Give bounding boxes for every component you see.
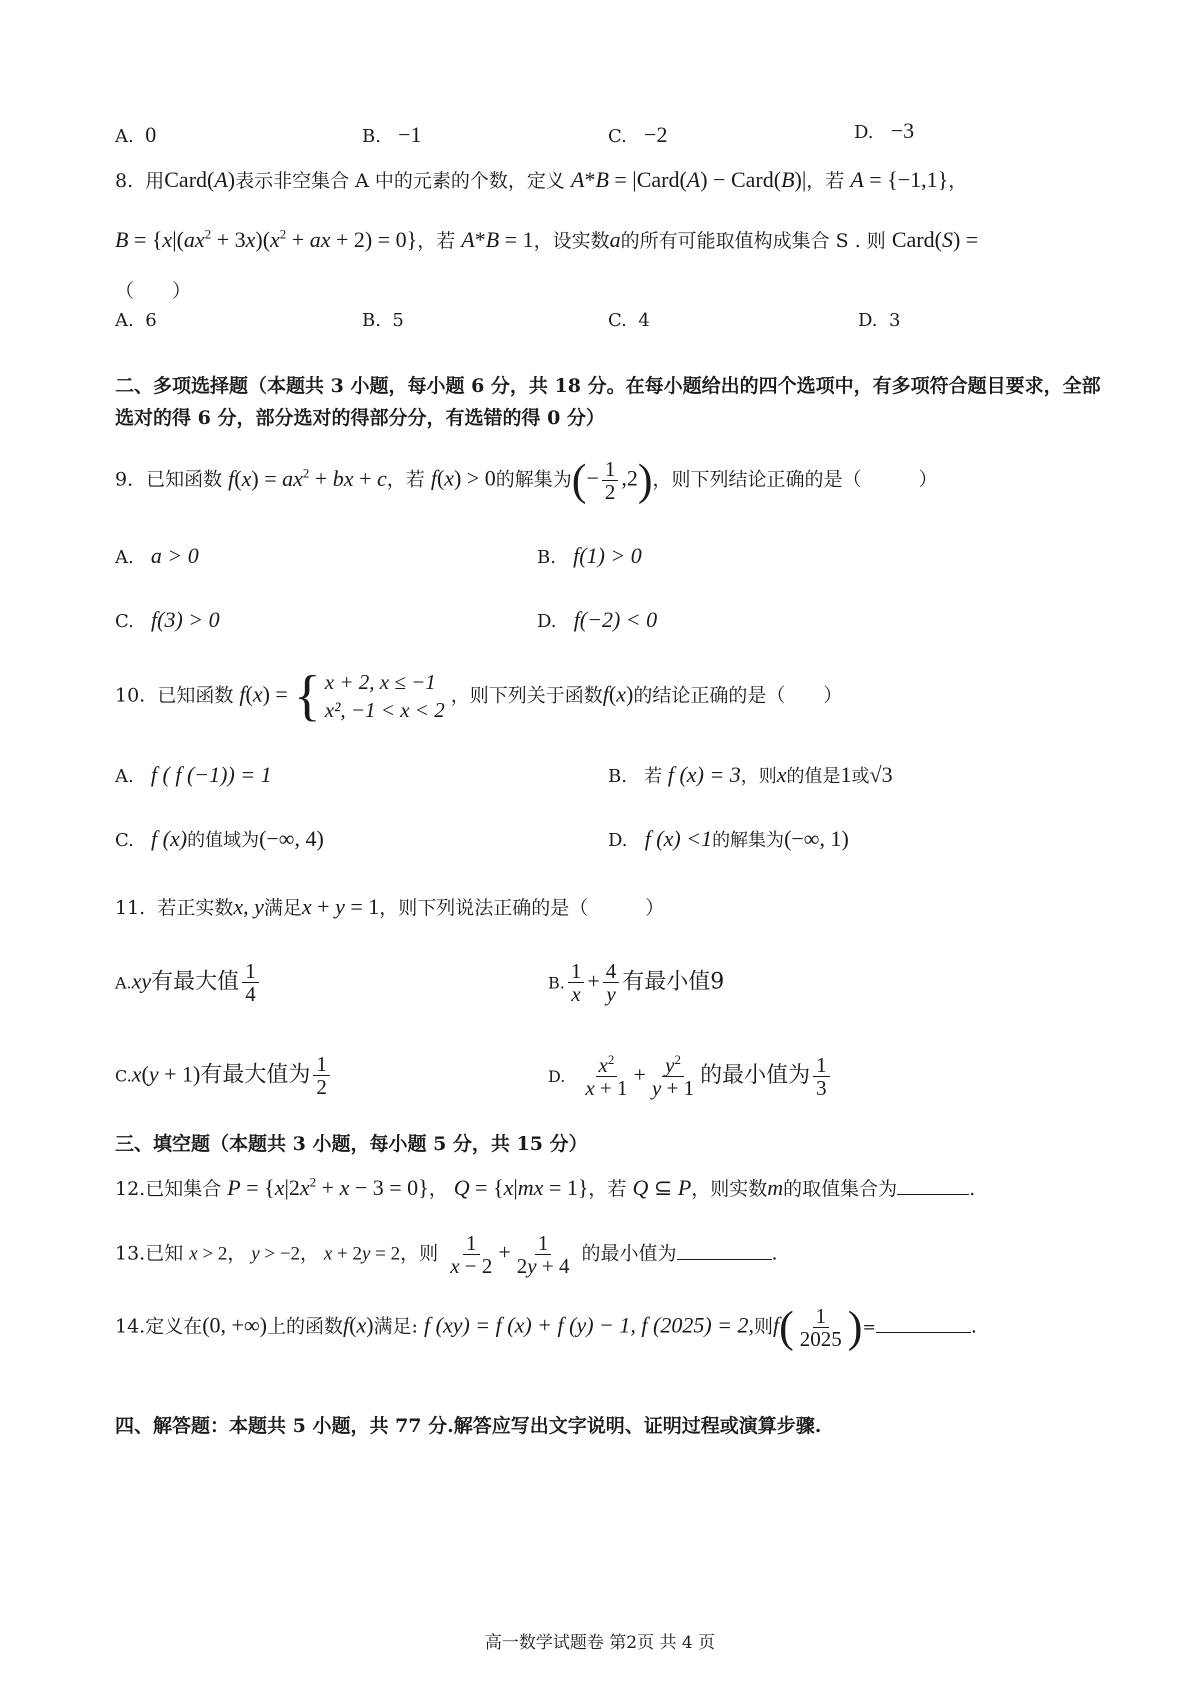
q10-case1: x + 2, x ≤ −1 [324, 670, 436, 694]
q8-line2: $B = \{x|(ax^2 + 3x)(x^2$ + ax + 2) = 0}，若 A*B = 1，设实数a的所有可能取值构成集合 S . 则 Card(S) = [115, 226, 979, 252]
q11-option-d: D. $\frac{x^2}{x + 1}$ + $\frac{y^2}{y + 1}$ 的最小值为 $\frac{1}{3}$ [548, 1053, 833, 1099]
q11-option-b: B. $\frac{1}{x}$ + $\frac{4}{y}$ 有最小值9 [548, 959, 725, 1007]
q8-option-d: D. 3 [858, 310, 901, 331]
q11-option-a: A.xy有最大值 $\frac{1}{4}$ [115, 960, 262, 1005]
section-3-heading: 三、填空题（本题共 3 小题，每小题 5 分，共 15 分） [115, 1133, 588, 1155]
q7-option-a: A. 0 [115, 122, 157, 147]
section-4-heading: 四、解答题：本题共 5 小题，共 77 分.解答应写出文字说明、证明过程或演算步骤. [115, 1415, 822, 1437]
q9-option-b: B. f(1) > 0 [537, 543, 642, 568]
q12-stem: 12.已知集合 $P = \{x|2x^2 + x - 3 = 0\}$， Q = {x|mx = 1}，若 Q ⊆ P，则实数m的取值集合为 . [115, 1174, 976, 1200]
q13-answer-blank [677, 1241, 772, 1260]
q7-option-d: D. −3 [854, 118, 915, 143]
q7-option-b: B. −1 [362, 122, 422, 147]
page-footer: 高一数学试题卷 第2页 共 4 页 [484, 1633, 716, 1653]
q10-option-a: A. f ( f (−1)) = 1 [115, 762, 272, 787]
q8-paren: （ ） [115, 280, 192, 302]
q10-option-b: B. 若 f (x) = 3，则x的值是1或√3 [608, 762, 893, 787]
q14-stem: 14.定义在(0, +∞)上的函数f(x)满足: f (xy) = f (x) + f (y) − 1, f (2025) = 2,则f( $\frac{1}{2025}$ )= . [115, 1302, 977, 1352]
q8-option-b: B. 5 [362, 310, 404, 331]
q11-stem: 11. 若正实数x, y满足x + y = 1，则下列说法正确的是（ ） [115, 894, 665, 919]
q9-stem: 9．已知函数 $f(x) = ax^2$ + bx + c，若 f(x) > 0的解集为(− $\frac{1}{2}$ ,2)，则下列结论正确的是（ ） [115, 455, 938, 505]
q9-option-a: A. a > 0 [115, 543, 199, 568]
q8-option-a: A. 6 [115, 310, 157, 331]
q10-case2: x², −1 < x < 2 [324, 698, 445, 723]
q11-option-c: C.x(y + 1)有最大值为 $\frac{1}{2}$ [115, 1053, 333, 1098]
q10-stem: 10. 已知函数 f(x) = { x + 2, x ≤ −1 x², −1 < x < 2 ，则下列关于函数f(x)的结论正确的是（ ） [115, 665, 843, 728]
q10-option-c: C. f (x)的值域为(−∞, 4) [115, 826, 324, 851]
q9-option-c: C. f(3) > 0 [115, 607, 220, 632]
q9-option-d: D. f(−2) < 0 [537, 607, 658, 632]
q8-option-c: C. 4 [608, 310, 650, 331]
q13-stem: 13.已知 x > 2， y > −2， x + 2y = 2，则 $\frac{1}{x - 2}$ + $\frac{1}{2y + 4}$ 的最小值为 . [115, 1231, 778, 1279]
q14-answer-blank [876, 1314, 971, 1333]
q8-line1: 8. 用Card(A)表示非空集合 A 中的元素的个数，定义 A*B = |Card(A) − Card(B)|，若 A = {−1,1}， [115, 167, 968, 192]
q12-answer-blank [897, 1176, 969, 1195]
section-2-heading: 二、多项选择题（本题共 3 小题，每小题 6 分，共 18 分。在每小题给出的四个选项中，有多项符合题目要求，全部选对的得 6 分，部分选对的得部分分，有选错的得 0 分） [115, 375, 1101, 429]
q7-option-c: C. −2 [608, 122, 668, 147]
q10-option-d: D. f (x) <1的解集为(−∞, 1) [608, 826, 849, 851]
